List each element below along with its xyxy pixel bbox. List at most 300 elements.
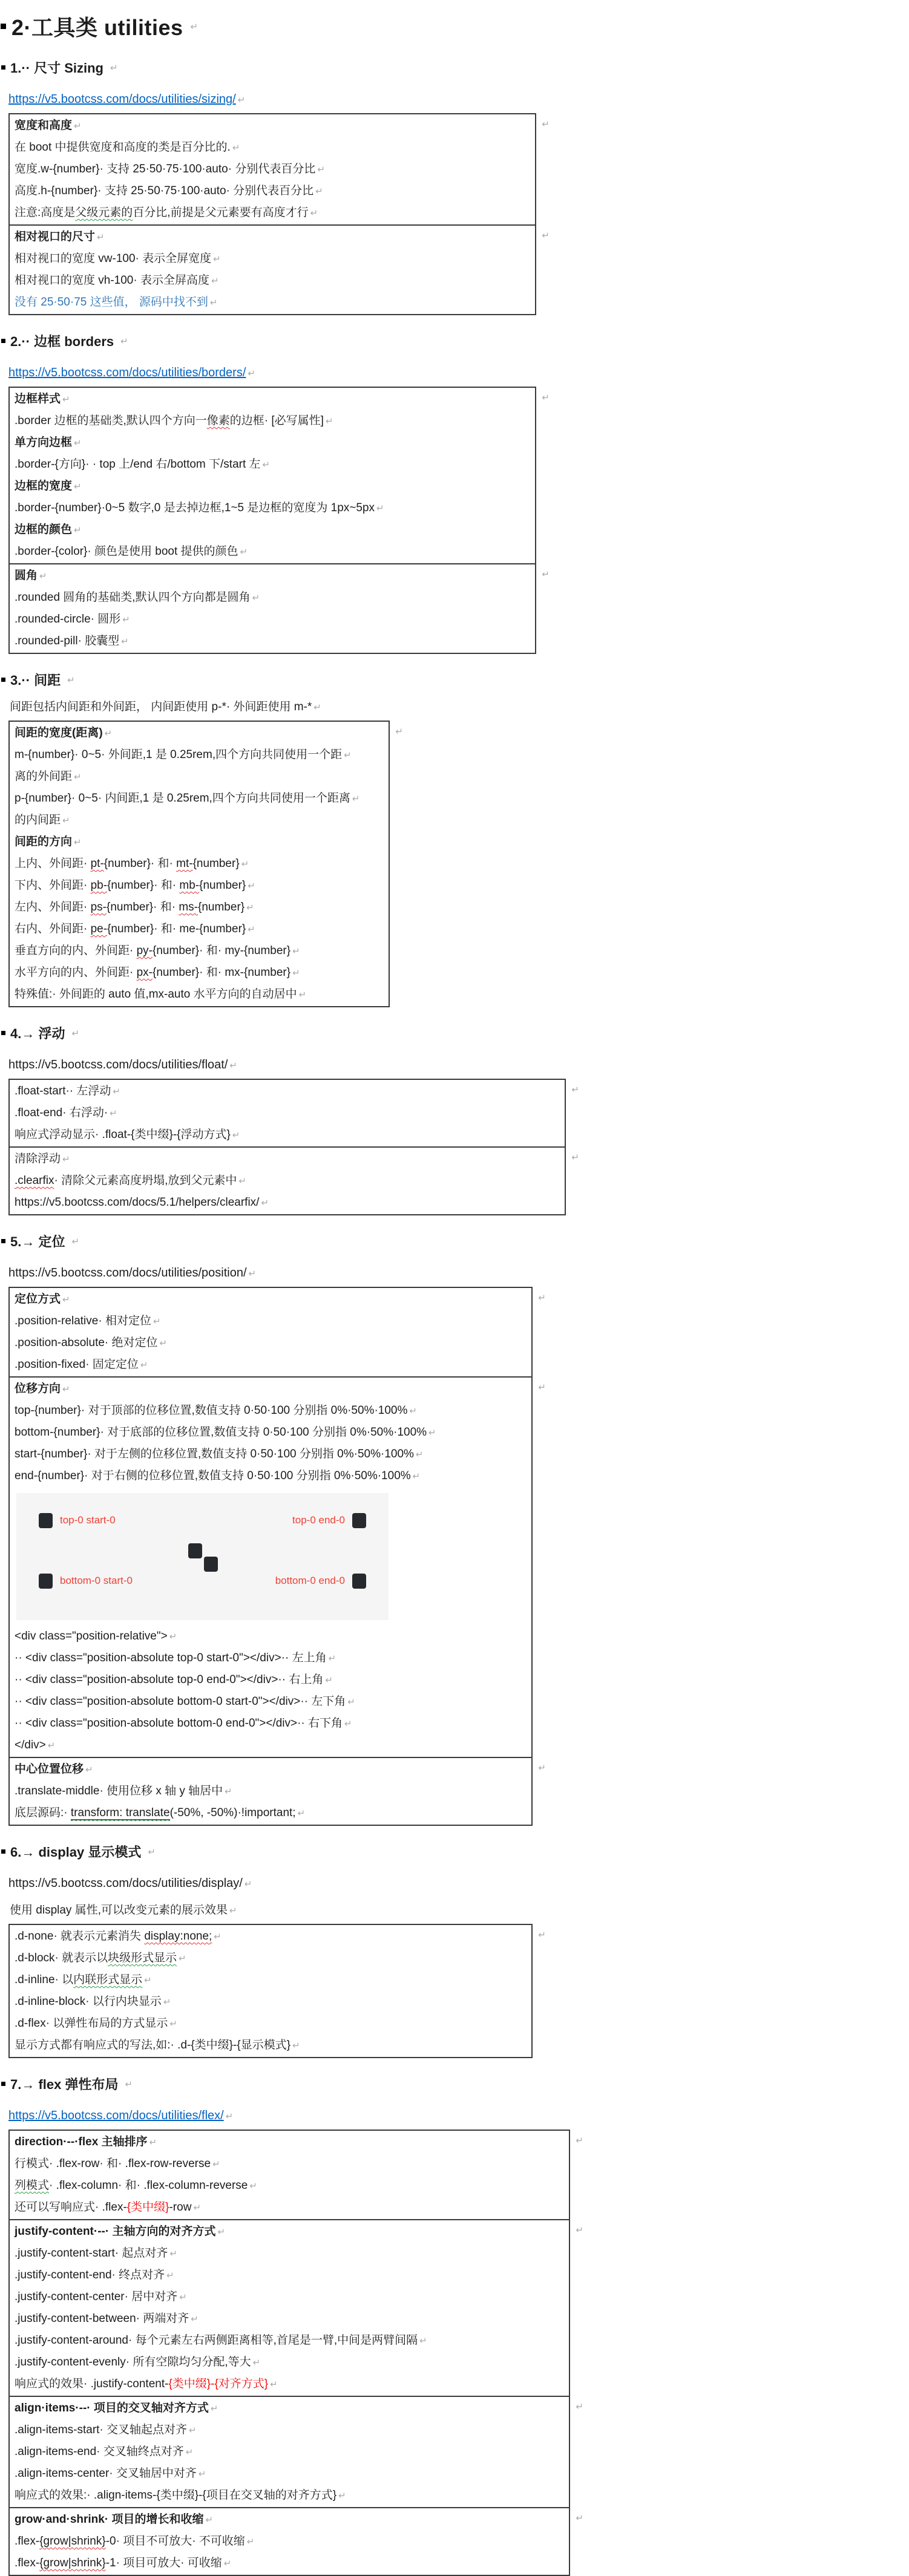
text-run: · .flex-column· 和· .flex-column-reverse: [49, 2179, 248, 2192]
paragraph-mark: ↵: [395, 727, 403, 737]
note-line: [15, 180, 530, 202]
note-line: [15, 1626, 527, 1647]
notes-group: [10, 2131, 583, 2219]
paragraph-mark: ↵: [104, 728, 113, 739]
paragraph-mark: ↵: [325, 1675, 333, 1685]
paragraph-mark: ↵: [252, 593, 260, 603]
text-run: 百分比,前提是父元素要有高度才行: [133, 206, 309, 219]
text-run: 响应式浮动显示· .float-{类中缀}-{浮动方式}: [15, 1128, 231, 1141]
note-line: [15, 744, 384, 766]
text-run: start-{number}· 对于左侧的位移位置,数值支持 0·50·100 分别指 0%·50%·100%: [15, 1448, 414, 1460]
section-heading-2: [1, 332, 909, 350]
text-run: .translate-middle· 使用位移 x 轴 y 轴居中: [15, 1785, 223, 1797]
text-run: mb-: [179, 879, 200, 892]
text-run: .rounded-circle· 圆形: [15, 613, 121, 626]
paragraph-mark: ↵: [225, 1787, 232, 1797]
note-line: [15, 476, 530, 497]
paragraph-mark: ↵: [419, 2336, 427, 2346]
section-heading-5: [1, 1232, 909, 1250]
text-run: .position-fixed· 固定定位: [15, 1358, 139, 1371]
text-run: 宽度和高度: [15, 119, 73, 132]
text-run: 列模式: [15, 2179, 50, 2192]
note-line: [15, 1647, 527, 1669]
text-run: .rounded 圆角的基础类,默认四个方向都是圆角: [15, 591, 251, 604]
note-line: [15, 984, 384, 1005]
paragraph-mark: ↵: [249, 2181, 257, 2191]
paragraph-mark: ↵: [317, 165, 325, 175]
text-run: 像素: [206, 414, 230, 427]
note-line: [15, 1926, 527, 1947]
section-heading-text: 3.·· 间距: [10, 673, 61, 688]
paragraph-mark: ↵: [217, 2227, 226, 2237]
note-line: [15, 1734, 527, 1756]
paragraph-mark: ↵: [344, 1719, 352, 1729]
text-run: 相对视口的尺寸: [15, 230, 96, 243]
note-line: [15, 2419, 564, 2441]
paragraph-mark: ↵: [297, 1808, 306, 1819]
notes-group: [10, 2507, 583, 2575]
note-line: [15, 1713, 527, 1734]
text-run: -row: [169, 2201, 192, 2214]
text-run: 在 boot 中提供宽度和高度的类是百分比的.: [15, 141, 231, 154]
text-run: 清除浮动: [15, 1152, 61, 1165]
text-run: 圆角: [15, 569, 38, 582]
paragraph-mark: ↵: [240, 547, 248, 557]
text-run: 左内、外间距·: [15, 901, 91, 914]
paragraph-mark: ↵: [71, 1028, 80, 1039]
note-line: [15, 1991, 527, 2013]
paragraph-mark: ↵: [163, 1997, 171, 2007]
text-run: .clearfix: [15, 1174, 54, 1187]
paragraph-mark: ↵: [74, 837, 82, 848]
note-line: [15, 2153, 564, 2175]
note-line: [15, 2463, 564, 2485]
paragraph-mark: ↵: [189, 2425, 197, 2436]
text-run: bottom-{number}· 对于底部的位移位置,数值支持 0·50·100 分别指 0%·50%·100%: [15, 1426, 427, 1439]
note-line: [15, 630, 530, 652]
paragraph-mark: ↵: [191, 2314, 199, 2324]
notes-group: [10, 2396, 583, 2507]
notes-group: [10, 114, 550, 224]
paragraph-mark: ↵: [241, 859, 249, 869]
text-run: ps-: [90, 901, 107, 914]
text-run: 块级形式显示: [108, 1952, 177, 1964]
text-run: 垂直方向的内、外间距·: [15, 944, 137, 957]
text-run: .d-flex· 以弹性布局的方式显示: [15, 2017, 168, 2030]
position-demo-figure: [16, 1493, 389, 1620]
text-run: 注意:高度是: [15, 206, 76, 219]
text-run: <div class="position-relative">: [15, 1630, 168, 1643]
text-run: {number}: [199, 879, 246, 892]
text-run: py-: [136, 944, 153, 957]
text-run: ·· <div class="position-absolute bottom-0 start-0"></div>·· 左下角: [15, 1695, 346, 1708]
note-line: [15, 2352, 564, 2373]
text-run: .justify-content-start· 起点对齐: [15, 2247, 168, 2260]
paragraph-mark: ↵: [190, 21, 199, 32]
note-line: [15, 1148, 560, 1170]
paragraph-mark: ↵: [153, 1316, 161, 1327]
text-run: .border-{color}· 颜色是使用 boot 提供的颜色: [15, 545, 238, 558]
note-line: [15, 1332, 527, 1354]
paragraph-mark: ↵: [571, 1085, 579, 1095]
note-line: [15, 1465, 527, 1487]
paragraph-mark: ↵: [169, 2019, 177, 2029]
paragraph-mark: ↵: [428, 1428, 436, 1438]
text-run: 没有 25·50·75 这些值， 源码中找不到: [15, 296, 208, 309]
paragraph-mark: ↵: [185, 2447, 194, 2457]
paragraph-mark: ↵: [211, 276, 219, 286]
section-heading-text: 5.→ 定位: [10, 1234, 65, 1249]
text-run: .justify-content-between· 两端对齐: [15, 2312, 189, 2325]
note-line: [15, 2286, 564, 2308]
paragraph-mark: ↵: [542, 569, 550, 580]
paragraph-mark: ↵: [542, 230, 550, 241]
text-run: .justify-content-evenly· 所有空隙均匀分配,等大: [15, 2356, 251, 2368]
note-line: [15, 809, 384, 831]
paragraph-mark: ↵: [232, 143, 240, 153]
list-bullet-icon: [1, 65, 5, 70]
text-run: 的边框· [必写属性]: [229, 414, 324, 427]
text-run: .position-relative· 相对定位: [15, 1315, 151, 1327]
text-run: 单方向边框: [15, 436, 73, 449]
notes-box-1: [8, 113, 550, 315]
notes-group: [10, 2219, 583, 2396]
note-line: [15, 1192, 560, 1214]
note-line: [15, 1802, 527, 1824]
note-line: [15, 454, 530, 476]
note-line: [15, 831, 384, 853]
note-line: [15, 2330, 564, 2352]
text-run: pb-: [90, 879, 108, 892]
note-line: [15, 2243, 564, 2264]
note-line: [15, 497, 530, 519]
note-line: [15, 1354, 527, 1376]
note-line: [15, 1422, 527, 1443]
text-run: {grow|shrink}: [39, 2557, 106, 2569]
demo-square-tr: [352, 1513, 366, 1528]
notes-group: [10, 224, 550, 314]
list-bullet-icon: [1, 2082, 5, 2086]
text-run: p-{number}· 0~5· 内间距,1 是 0.25rem,四个方向共同使用一个距离: [15, 792, 350, 805]
paragraph-mark: ↵: [347, 1697, 355, 1707]
demo-label-bl: bottom-0 start-0: [60, 1575, 133, 1586]
text-run: 离的外间距: [15, 770, 73, 783]
note-line: [15, 137, 530, 159]
text-run: .justify-content-end· 终点对齐: [15, 2269, 165, 2281]
note-line: [15, 2175, 564, 2197]
paragraph-mark: ↵: [71, 1236, 80, 1247]
text-run: {grow|shrink}: [39, 2535, 106, 2548]
section-heading-3: [1, 670, 909, 689]
paragraph-mark: ↵: [576, 2402, 583, 2412]
paragraph-mark: ↵: [62, 394, 70, 405]
list-bullet-icon: [1, 1031, 5, 1035]
note-line: [15, 2485, 564, 2506]
text-run: 边框样式: [15, 393, 61, 405]
page-title-text: 2·工具类 utilities: [11, 15, 183, 40]
text-run: ·· <div class="position-absolute bottom-0 end-0"></div>·· 右下角: [15, 1717, 343, 1730]
text-run: mt-: [176, 857, 193, 870]
section-heading-text: 2.·· 边框 borders: [10, 334, 114, 349]
note-line: [15, 722, 384, 744]
note-line: [15, 2441, 564, 2463]
text-run: pt-: [90, 857, 104, 870]
text-run: 高度.h-{number}· 支持 25·50·75·100·auto· 分别代表百分比: [15, 185, 314, 197]
text-run: 边框的颜色: [15, 523, 73, 536]
paragraph-mark: ↵: [39, 571, 47, 581]
doc-link[interactable]: https://v5.bootcss.com/docs/utilities/sizing/: [8, 93, 236, 106]
paragraph-mark: ↵: [223, 2558, 232, 2569]
paragraph-mark: ↵: [292, 946, 300, 956]
notes-box-3: [8, 721, 403, 1007]
paragraph-mark: ↵: [210, 2404, 218, 2414]
text-run: grow·and·shrink· 项目的增长和收缩: [15, 2513, 204, 2526]
text-run: direction·--·flex 主轴排序: [15, 2136, 148, 2148]
paragraph-mark: ↵: [412, 1471, 421, 1482]
paragraph-mark: ↵: [571, 1152, 579, 1163]
paragraph-mark: ↵: [248, 1269, 257, 1279]
paragraph-mark: ↵: [298, 990, 307, 1000]
paragraph-mark: ↵: [538, 1293, 546, 1303]
demo-square-center-1: [188, 1543, 202, 1558]
paragraph-mark: ↵: [193, 2203, 202, 2213]
notes-group: [10, 1080, 579, 1146]
paragraph-mark: ↵: [67, 675, 75, 685]
note-line: [15, 1378, 527, 1400]
doc-link[interactable]: https://v5.bootcss.com/docs/utilities/float/: [8, 1058, 228, 1071]
doc-link[interactable]: https://v5.bootcss.com/docs/utilities/flex/: [8, 2109, 224, 2122]
doc-link-row: [8, 2108, 909, 2125]
note-line: [15, 159, 530, 180]
text-run: -0· 项目不可放大· 不可收缩: [105, 2535, 245, 2548]
text-run: {number}· 和·: [107, 879, 180, 892]
paragraph-mark: ↵: [315, 186, 323, 197]
note-line: [15, 875, 384, 897]
paragraph-mark: ↵: [538, 1382, 546, 1393]
section-heading-6: [1, 1842, 909, 1861]
text-run: 内联形式显示: [73, 1973, 143, 1986]
text-run: 响应式的效果:· .align-items-{类中缀}-{项目在交叉轴的对齐方式}: [15, 2489, 337, 2502]
paragraph-mark: ↵: [120, 336, 128, 347]
demo-label-br: bottom-0 end-0: [275, 1575, 345, 1586]
note-line: [15, 410, 530, 432]
text-run: 底层源码:·: [15, 1806, 71, 1819]
paragraph-mark: ↵: [576, 2513, 583, 2523]
note-line: [15, 587, 530, 609]
note-line: [15, 1780, 527, 1802]
note-line: [15, 1759, 527, 1780]
note-line: [15, 1947, 527, 1969]
note-line: [15, 270, 530, 292]
paragraph-mark: ↵: [62, 816, 70, 826]
paragraph-mark: ↵: [232, 1130, 240, 1140]
note-line: [15, 541, 530, 563]
paragraph-mark: ↵: [140, 1360, 148, 1370]
note-line: [15, 519, 530, 541]
note-line: [15, 2308, 564, 2330]
note-line: [15, 2221, 564, 2243]
note-line: [15, 1691, 527, 1713]
paragraph-mark: ↵: [47, 1741, 56, 1751]
paragraph-mark: ↵: [62, 1384, 70, 1394]
paragraph-mark: ↵: [238, 1176, 246, 1186]
paragraph-mark: ↵: [148, 1846, 156, 1857]
intro-text: 使用 display 属性,可以改变元素的展示效果: [10, 1904, 228, 1917]
paragraph-mark: ↵: [110, 1108, 117, 1119]
paragraph-mark: ↵: [144, 1975, 152, 1986]
paragraph-mark: ↵: [85, 1765, 93, 1775]
note-line: [15, 1400, 527, 1422]
text-run: {类中缀}: [126, 2201, 169, 2214]
text-run: ·· <div class="position-absolute top-0 end-0"></div>·· 右上角: [15, 1673, 324, 1686]
paragraph-mark: ↵: [198, 2469, 206, 2479]
text-run: .align-items-end· 交叉轴终点对齐: [15, 2445, 184, 2458]
section-intro-text: [10, 1903, 909, 1919]
note-line: [15, 1170, 560, 1192]
paragraph-mark: ↵: [542, 119, 550, 129]
paragraph-mark: ↵: [74, 525, 82, 535]
note-line: [15, 115, 530, 137]
section-heading-1: [1, 58, 909, 77]
section-heading-4: [1, 1024, 909, 1042]
text-run: m-{number}· 0~5· 外间距,1 是 0.25rem,四个方向共同使用一个距: [15, 748, 343, 761]
paragraph-mark: ↵: [229, 1906, 237, 1916]
paragraph-mark: ↵: [212, 2159, 220, 2169]
text-run: {number}: [198, 901, 245, 914]
paragraph-mark: ↵: [325, 416, 333, 427]
note-line: [15, 2035, 527, 2056]
note-line: [15, 766, 384, 788]
note-line: [15, 1124, 560, 1146]
text-run: .border-{number}·0~5 数字,0 是去掉边框,1~5 是边框的宽度为 1px~5px: [15, 502, 375, 514]
text-run: (-50%, -50%)·!important;: [169, 1806, 296, 1819]
paragraph-mark: ↵: [237, 95, 246, 105]
note-line: [15, 1310, 527, 1332]
notes-box-2: [8, 387, 550, 654]
text-run: 还可以写响应式· .flex-: [15, 2201, 127, 2214]
note-line: [15, 202, 530, 224]
note-line: [15, 1443, 527, 1465]
doc-link[interactable]: https://v5.bootcss.com/docs/utilities/borders/: [8, 366, 246, 379]
text-run: {number}: [192, 857, 240, 870]
paragraph-mark: ↵: [538, 1930, 546, 1940]
notes-group: [10, 1288, 546, 1376]
paragraph-mark: ↵: [415, 1450, 424, 1460]
paragraph-mark: ↵: [149, 2137, 157, 2148]
text-run: .justify-content-center· 居中对齐: [15, 2290, 178, 2303]
text-run: .float-start·· 左浮动: [15, 1085, 111, 1097]
paragraph-mark: ↵: [409, 1406, 417, 1416]
doc-link-row: [8, 1265, 909, 1282]
section-heading-text: 1.·· 尺寸 Sizing: [10, 60, 104, 76]
text-run: {number}· 和· my-{number}: [153, 944, 291, 957]
doc-link[interactable]: https://v5.bootcss.com/docs/utilities/display/: [8, 1877, 243, 1890]
paragraph-mark: ↵: [538, 1763, 546, 1773]
text-run: 上内、外间距·: [15, 857, 91, 870]
paragraph-mark: ↵: [213, 254, 221, 264]
paragraph-mark: ↵: [74, 482, 82, 492]
paragraph-mark: ↵: [244, 1879, 252, 1889]
list-bullet-icon: [1, 678, 5, 682]
section-heading-7: [1, 2074, 909, 2093]
doc-link[interactable]: https://v5.bootcss.com/docs/utilities/position/: [8, 1266, 247, 1280]
paragraph-mark: ↵: [229, 1061, 237, 1071]
paragraph-mark: ↵: [209, 298, 218, 308]
text-run: 相对视口的宽度 vh-100· 表示全屏高度: [15, 274, 209, 287]
text-run: 的内间距: [15, 814, 61, 826]
paragraph-mark: ↵: [310, 208, 318, 218]
text-run: -1· 项目可放大· 可收缩: [105, 2557, 222, 2569]
paragraph-mark: ↵: [313, 702, 321, 713]
paragraph-mark: ↵: [261, 1198, 269, 1208]
list-bullet-icon: [1, 1849, 5, 1854]
demo-square-bl: [39, 1574, 53, 1589]
section-intro-text: [10, 699, 909, 716]
paragraph-mark: ↵: [338, 2491, 346, 2501]
notes-group: [10, 1925, 546, 2057]
demo-square-br: [352, 1574, 366, 1589]
notes-box-5: [8, 1287, 546, 1826]
text-run: {number}· 和· mx-{number}: [153, 966, 291, 979]
list-bullet-icon: [1, 339, 5, 343]
note-line: [15, 897, 384, 918]
notes-box-7: [8, 2130, 583, 2576]
notes-group: [10, 1757, 546, 1825]
paragraph-mark: ↵: [121, 636, 129, 647]
paragraph-mark: ↵: [74, 121, 82, 131]
note-line: [15, 1969, 527, 1991]
paragraph-mark: ↵: [246, 903, 254, 913]
text-run: .float-end· 右浮动·: [15, 1107, 108, 1119]
paragraph-mark: ↵: [205, 2515, 214, 2525]
note-line: [15, 2509, 564, 2531]
paragraph-mark: ↵: [159, 1338, 168, 1348]
paragraph-mark: ↵: [62, 1154, 70, 1165]
text-run: .flex-: [15, 2557, 40, 2569]
notes-group: [10, 722, 403, 1006]
text-run: 行模式· .flex-row· 和· .flex-row-reverse: [15, 2157, 211, 2170]
paragraph-mark: ↵: [214, 1932, 222, 1942]
text-run: 间距的宽度(距离): [15, 727, 103, 739]
paragraph-mark: ↵: [246, 2537, 255, 2547]
doc-link-row: [8, 1875, 909, 1892]
paragraph-mark: ↵: [270, 2379, 278, 2390]
paragraph-mark: ↵: [169, 1632, 177, 1642]
paragraph-mark: ↵: [113, 1087, 120, 1097]
paragraph-mark: ↵: [344, 750, 352, 760]
text-run: 间距的方向: [15, 835, 73, 848]
section-heading-text: 4.→ 浮动: [10, 1026, 65, 1041]
text-run: transform: translate: [70, 1806, 170, 1819]
text-run: {number}· 和·: [107, 901, 179, 914]
paragraph-mark: ↵: [576, 2225, 583, 2235]
note-line: [15, 1669, 527, 1691]
text-run: display:none;: [144, 1930, 212, 1943]
demo-label-tl: top-0 start-0: [60, 1514, 116, 1526]
text-run: {number}· 和·: [103, 857, 177, 870]
note-line: [15, 2131, 564, 2153]
text-run: 水平方向的内、外间距·: [15, 966, 137, 979]
text-run: 显示方式都有响应式的写法,如:· .d-{类中缀}-{显示模式}: [15, 2039, 291, 2051]
text-run: </div>: [15, 1739, 46, 1751]
document-content: [0, 58, 909, 2576]
notes-box-4: [8, 1079, 579, 1215]
note-line: [15, 940, 384, 962]
text-run: .position-absolute· 绝对定位: [15, 1336, 158, 1349]
note-line: [15, 1102, 560, 1124]
text-run: align·items·--· 项目的交叉轴对齐方式: [15, 2402, 209, 2414]
text-run: .align-items-center· 交叉轴居中对齐: [15, 2467, 197, 2480]
